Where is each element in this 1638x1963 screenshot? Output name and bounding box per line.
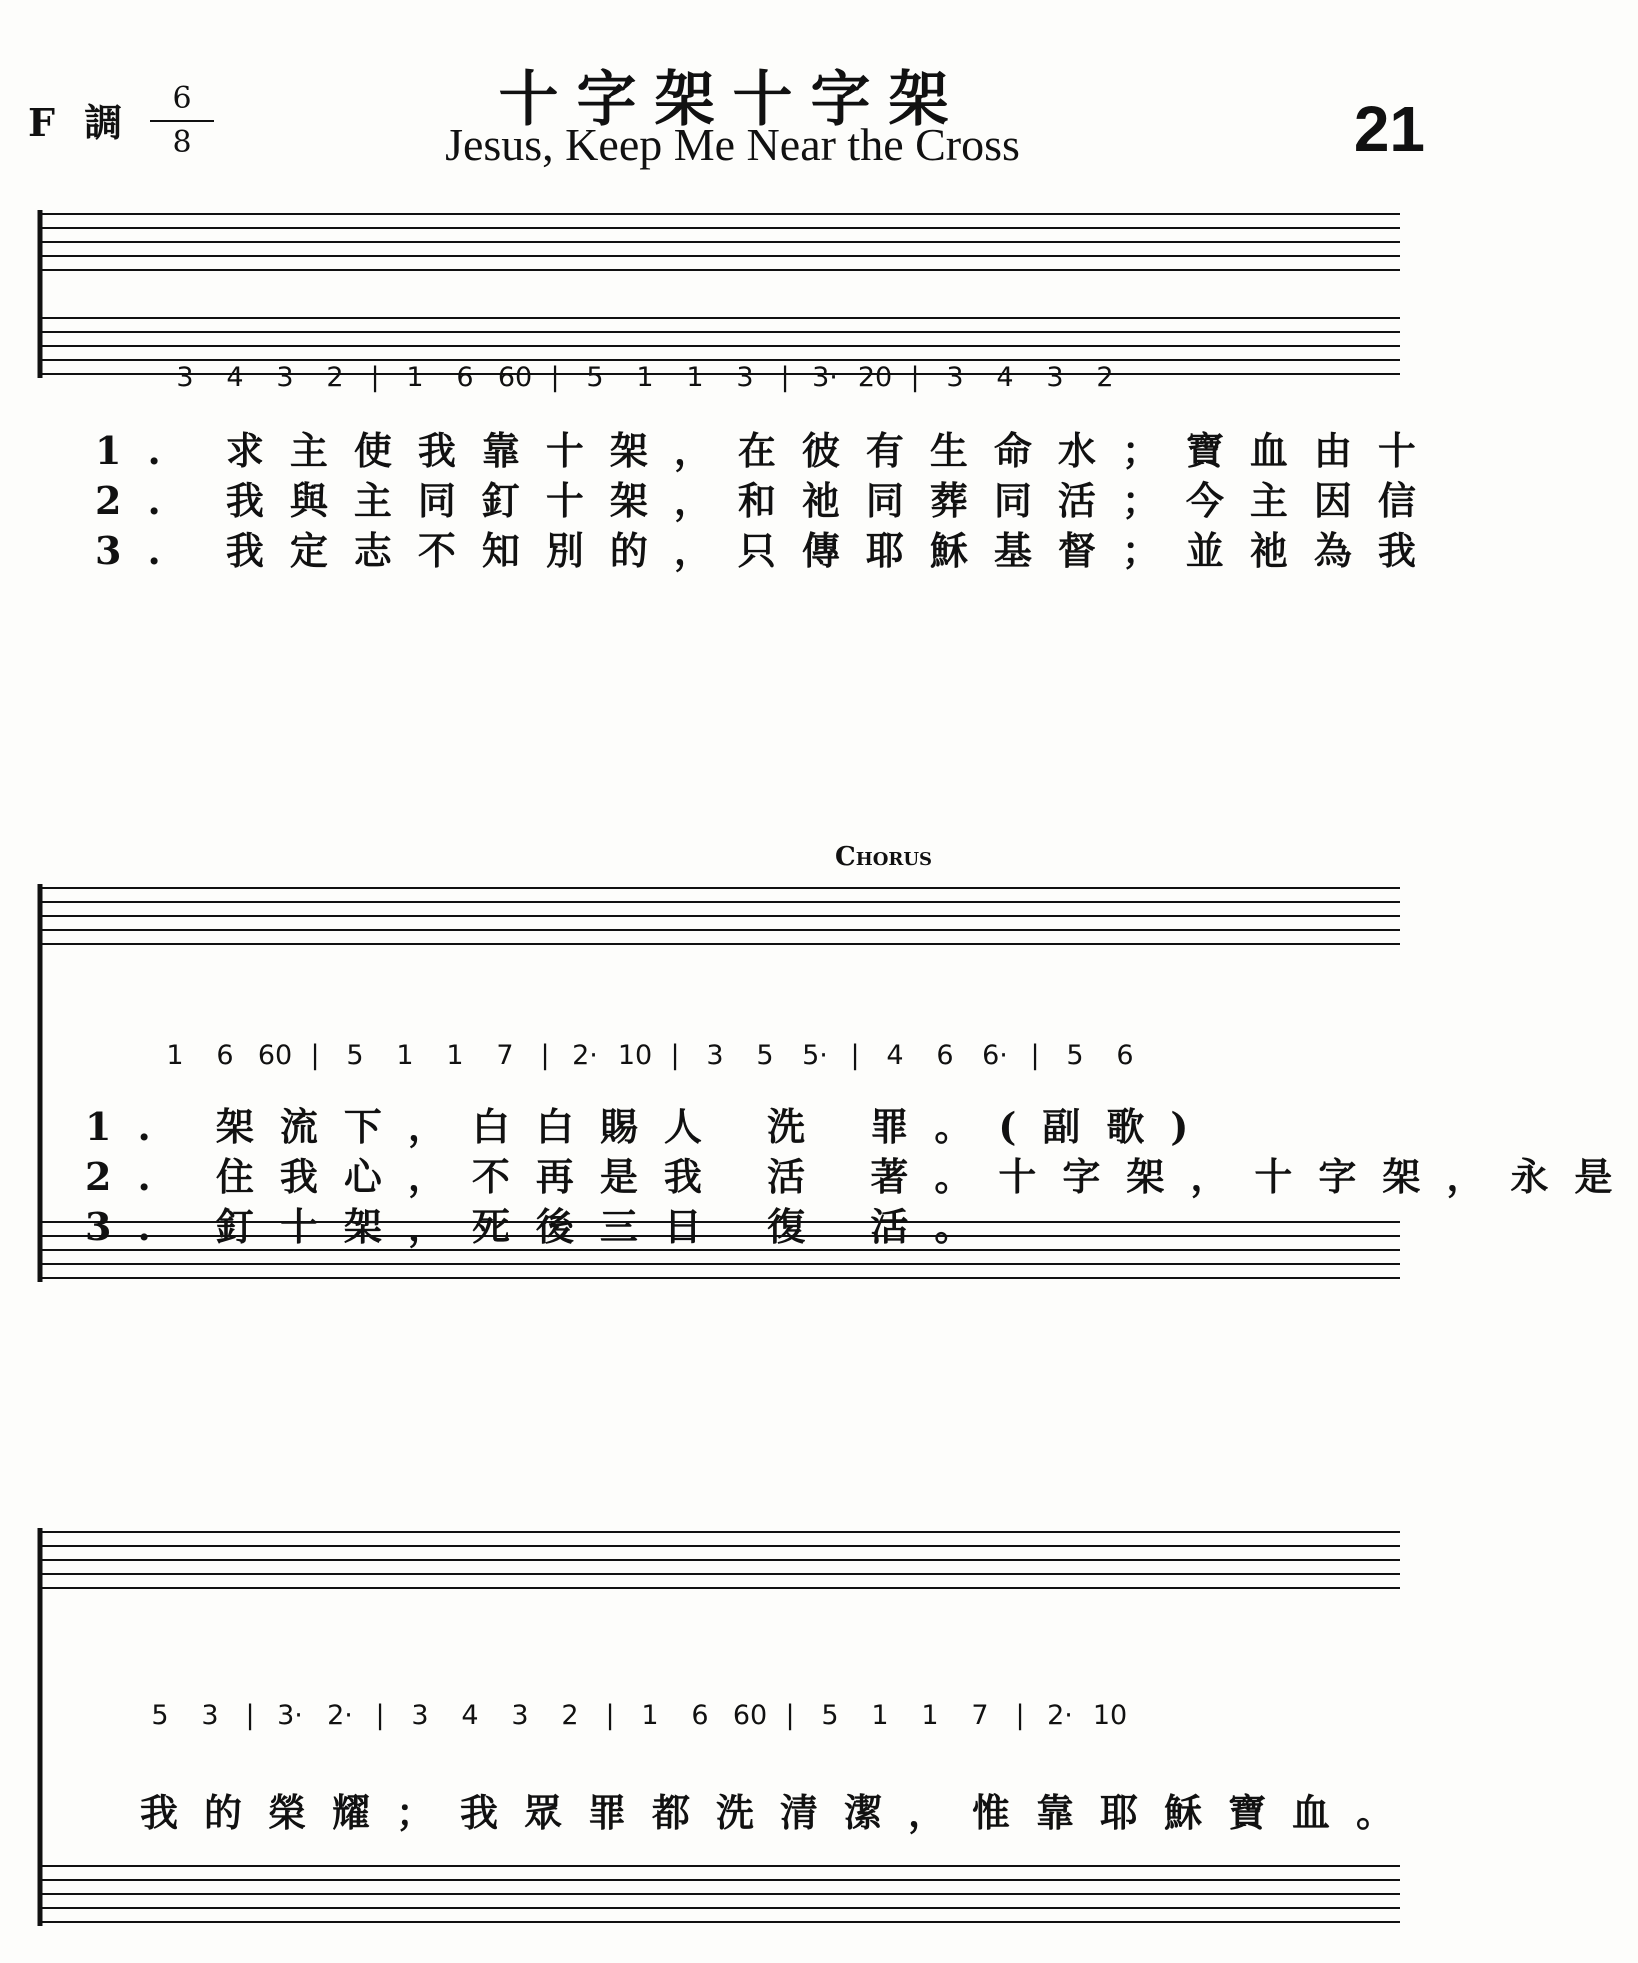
jianpu-note: 2 <box>561 1700 579 1731</box>
jianpu-barline: | <box>605 1700 615 1731</box>
lyric-verse3-line2: 3. 釘十架，死後三日 復 活。 <box>85 1204 999 1249</box>
chorus-label: Chorus <box>835 842 933 872</box>
jianpu-note: 5 <box>1066 1040 1084 1071</box>
jianpu-note: 2· <box>572 1040 598 1071</box>
jianpu-note: 7 <box>496 1040 514 1071</box>
jianpu-note: 3 <box>201 1700 219 1731</box>
jianpu-note: 5 <box>821 1700 839 1731</box>
key-signature-label: F 調 <box>28 100 131 145</box>
jianpu-barline: | <box>1015 1700 1025 1731</box>
lyric-verse1-line2: 1. 架流下，白白賜人 洗 罪。(副歌) <box>85 1104 1215 1149</box>
jianpu-note: 3· <box>812 362 838 393</box>
jianpu-note: 4 <box>996 362 1014 393</box>
jianpu-barline: | <box>245 1700 255 1731</box>
jianpu-barline: | <box>375 1700 385 1731</box>
jianpu-barline: | <box>550 362 560 393</box>
lyric-verse2-line2: 2. 住我心，不再是我 活 著。十字架，十字架，永是 <box>85 1154 1638 1199</box>
jianpu-note: 2 <box>326 362 344 393</box>
jianpu-note: 3 <box>276 362 294 393</box>
jianpu-note: 60 <box>497 362 533 393</box>
jianpu-barline: | <box>540 1040 550 1071</box>
lyric-chorus-end: 我的榮耀；我眾罪都洗清潔，惟靠耶穌寶血。 <box>140 1790 1421 1835</box>
jianpu-note: 1 <box>921 1700 939 1731</box>
jianpu-note: 3 <box>946 362 964 393</box>
jianpu-note: 60 <box>732 1700 768 1731</box>
jianpu-note: 4 <box>461 1700 479 1731</box>
jianpu-barline: | <box>910 362 920 393</box>
jianpu-note: 10 <box>617 1040 653 1071</box>
jianpu-barline: | <box>1030 1040 1040 1071</box>
jianpu-note: 1 <box>446 1040 464 1071</box>
jianpu-row-3 <box>135 1700 1135 1731</box>
jianpu-note: 2· <box>327 1700 353 1731</box>
jianpu-note: 5 <box>586 362 604 393</box>
jianpu-note: 4 <box>886 1040 904 1071</box>
hymn-number: 21 <box>1353 93 1425 165</box>
time-signature-top: 6 <box>172 81 192 116</box>
jianpu-barline: | <box>780 362 790 393</box>
jianpu-note: 2· <box>1047 1700 1073 1731</box>
jianpu-note: 4 <box>226 362 244 393</box>
jianpu-note: 3 <box>411 1700 429 1731</box>
jianpu-note: 3 <box>511 1700 529 1731</box>
hymn-title-chinese: 十字架十字架 <box>498 65 967 135</box>
lyric-verse2-line1: 2. 我與主同釘十架，和祂同葬同活；今主因信 <box>95 478 1442 523</box>
jianpu-note: 20 <box>857 362 893 393</box>
jianpu-note: 3 <box>736 362 754 393</box>
jianpu-note: 1 <box>641 1700 659 1731</box>
jianpu-note: 1 <box>636 362 654 393</box>
jianpu-note: 10 <box>1092 1700 1128 1731</box>
jianpu-barline: | <box>850 1040 860 1071</box>
jianpu-barline: | <box>785 1700 795 1731</box>
jianpu-note: 3 <box>176 362 194 393</box>
jianpu-barline: | <box>310 1040 320 1071</box>
jianpu-note: 1 <box>396 1040 414 1071</box>
jianpu-note: 3· <box>277 1700 303 1731</box>
jianpu-note: 6· <box>982 1040 1008 1071</box>
jianpu-note: 1 <box>406 362 424 393</box>
hymn-title-english: Jesus, Keep Me Near the Cross <box>445 119 1020 170</box>
jianpu-note: 5 <box>151 1700 169 1731</box>
jianpu-note: 1 <box>871 1700 889 1731</box>
lyric-verse3-line1: 3. 我定志不知別的，只傳耶穌基督；並祂為我 <box>95 528 1442 573</box>
lyric-verse1-line1: 1. 求主使我靠十架，在彼有生命水；寶血由十 <box>95 428 1442 473</box>
jianpu-note: 6 <box>691 1700 709 1731</box>
jianpu-note: 5· <box>802 1040 828 1071</box>
jianpu-note: 5 <box>346 1040 364 1071</box>
jianpu-note: 3 <box>706 1040 724 1071</box>
jianpu-note: 6 <box>936 1040 954 1071</box>
jianpu-row-2 <box>150 1040 1150 1071</box>
jianpu-note: 6 <box>1116 1040 1134 1071</box>
jianpu-note: 6 <box>456 362 474 393</box>
jianpu-barline: | <box>370 362 380 393</box>
jianpu-note: 2 <box>1096 362 1114 393</box>
jianpu-row-1 <box>160 362 1130 393</box>
jianpu-note: 7 <box>971 1700 989 1731</box>
jianpu-note: 60 <box>257 1040 293 1071</box>
jianpu-note: 1 <box>686 362 704 393</box>
jianpu-note: 1 <box>166 1040 184 1071</box>
jianpu-note: 3 <box>1046 362 1064 393</box>
jianpu-barline: | <box>670 1040 680 1071</box>
jianpu-note: 5 <box>756 1040 774 1071</box>
jianpu-note: 6 <box>216 1040 234 1071</box>
time-signature-bottom: 8 <box>150 120 214 164</box>
